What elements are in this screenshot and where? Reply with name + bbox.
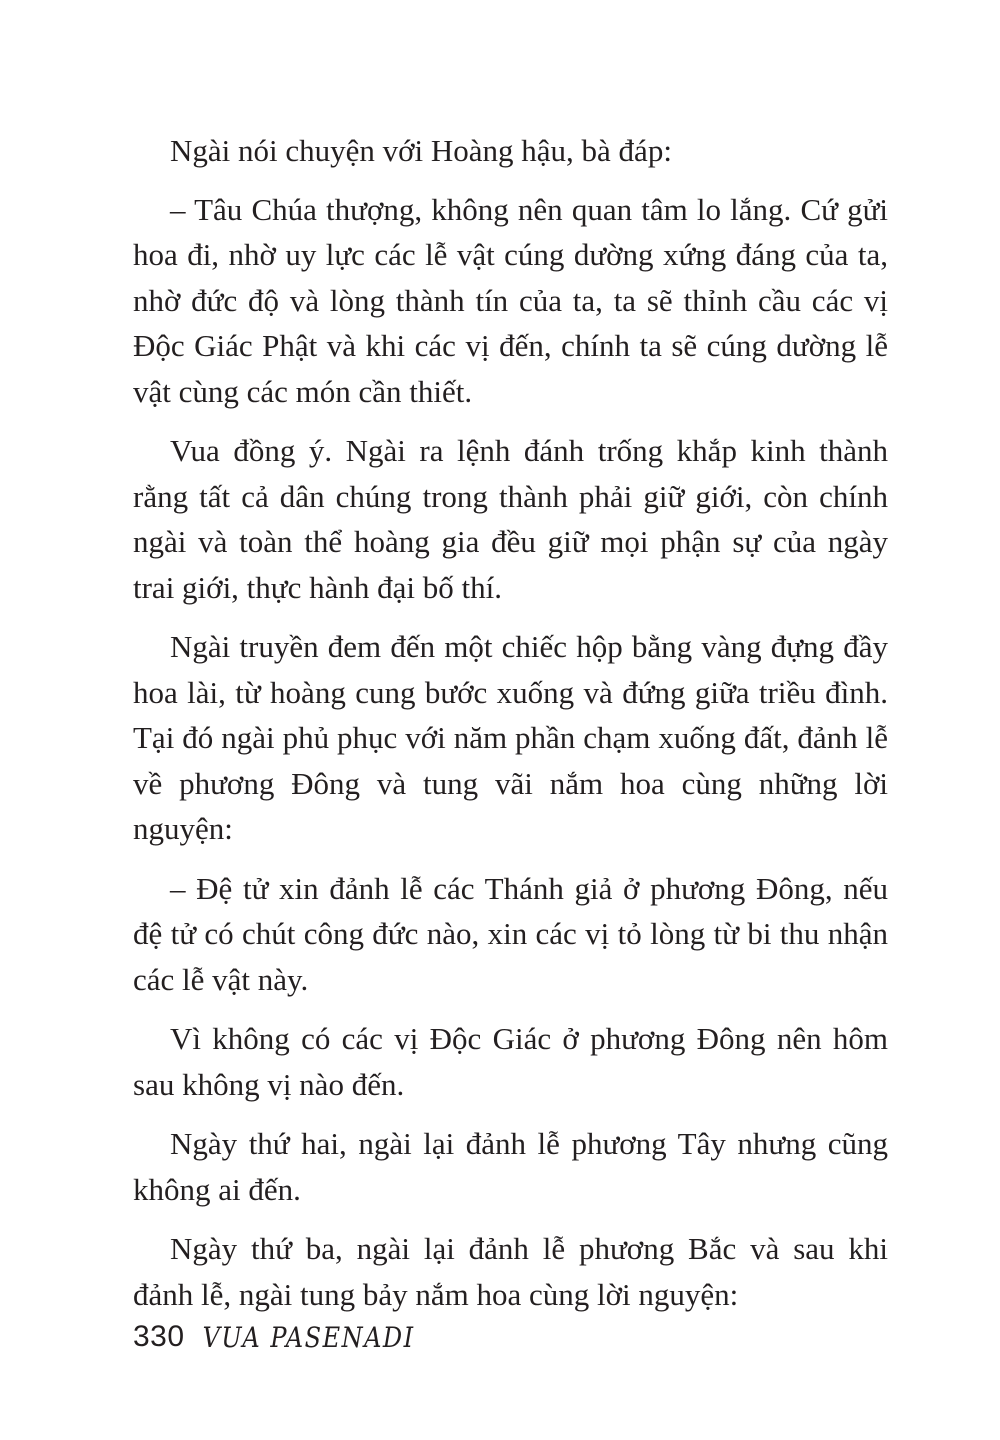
paragraph-4: Ngài truyền đem đến một chiếc hộp bằng vàng đựng đầy hoa lài, từ hoàng cung bước xuống và đứng giữa triều đình. Tại đó ngài phủ phục với năm phần chạm xuống đất, đảnh lễ về phương Đông và tung vãi nắm hoa cùng những lời nguyện: bbox=[133, 629, 888, 846]
page-body bbox=[133, 128, 888, 1331]
running-title: VUA PASENADI bbox=[202, 1321, 415, 1355]
paragraph-8: Ngày thứ ba, ngài lại đảnh lễ phương Bắc và sau khi đảnh lễ, ngài tung bảy nắm hoa cùng lời nguyện: bbox=[133, 1231, 888, 1312]
paragraph-3: Vua đồng ý. Ngài ra lệnh đánh trống khắp kinh thành rằng tất cả dân chúng trong thành phải giữ giới, còn chính ngài và toàn thể hoàng gia đều giữ mọi phận sự của ngày trai giới, thực hành đại bố thí. bbox=[133, 433, 888, 605]
paragraph-1: Ngài nói chuyện với Hoàng hậu, bà đáp: bbox=[170, 133, 672, 168]
paragraph-7: Ngày thứ hai, ngài lại đảnh lễ phương Tây nhưng cũng không ai đến. bbox=[133, 1126, 888, 1207]
page-number: 330 bbox=[133, 1320, 185, 1353]
paragraph-6: Vì không có các vị Độc Giác ở phương Đông nên hôm sau không vị nào đến. bbox=[133, 1021, 888, 1102]
page-footer bbox=[133, 1320, 415, 1360]
paragraph-5: – Đệ tử xin đảnh lễ các Thánh giả ở phương Đông, nếu đệ tử có chút công đức nào, xin các vị tỏ lòng từ bi thu nhận các lễ vật này. bbox=[133, 870, 888, 997]
paragraph-2: – Tâu Chúa thượng, không nên quan tâm lo lắng. Cứ gửi hoa đi, nhờ uy lực các lễ vật cúng dường xứng đáng của ta, nhờ đức độ và lòng thành tín của ta, ta sẽ thỉnh cầu các vị Độc Giác Phật và khi các vị đến, chính ta sẽ cúng dường lễ vật cùng các món cần thiết. bbox=[133, 191, 888, 409]
